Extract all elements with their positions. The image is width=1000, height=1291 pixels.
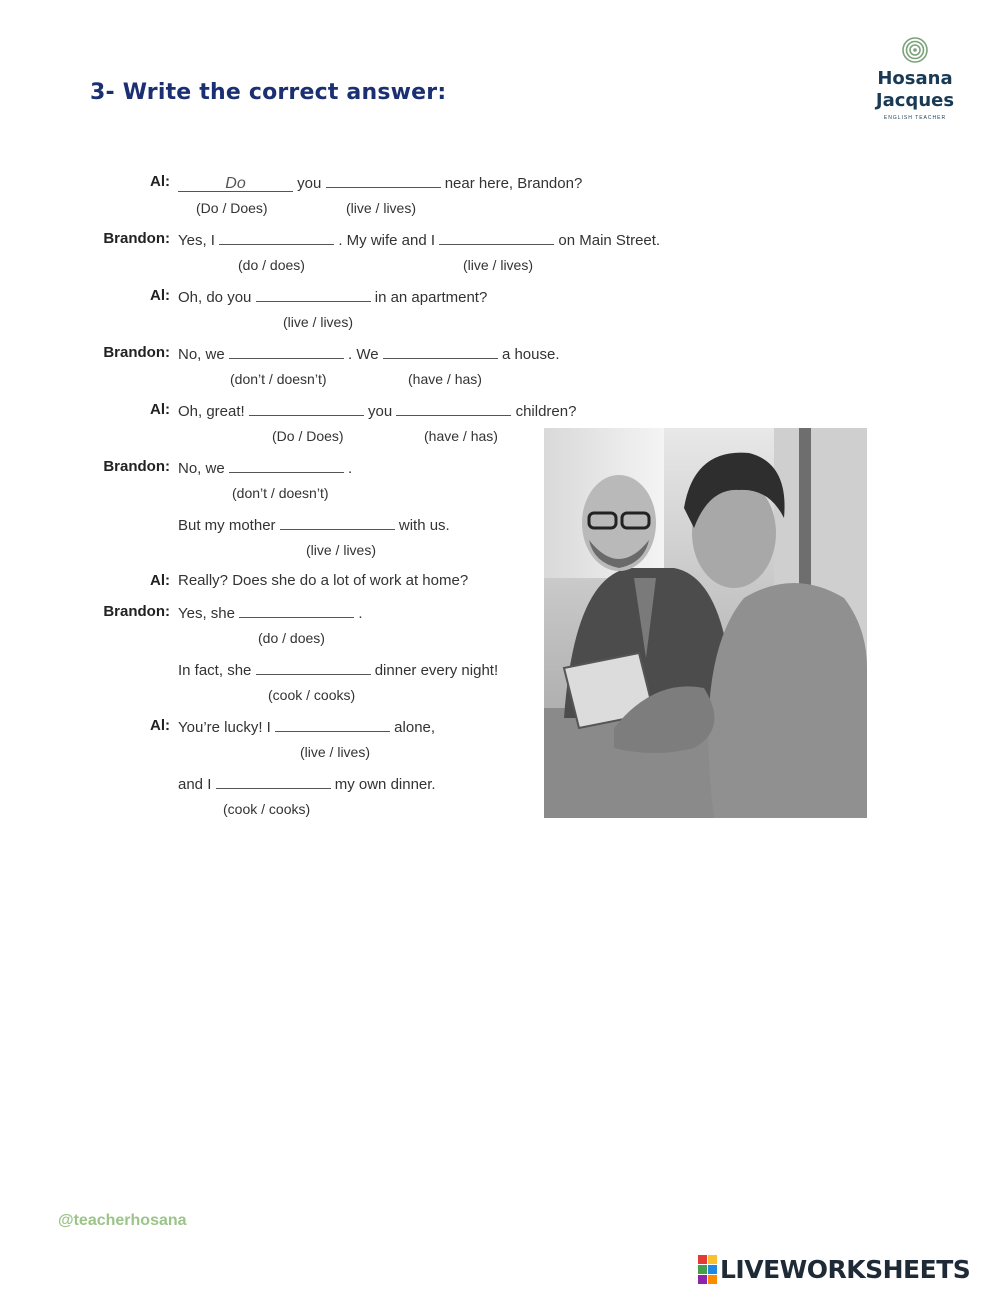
exercise-heading: 3- Write the correct answer: xyxy=(90,80,447,105)
logo-name-line2: Jacques xyxy=(875,90,955,111)
speaker-label: Al: xyxy=(150,717,170,734)
hint-text: (live / lives) xyxy=(346,200,417,216)
answer-blank[interactable] xyxy=(256,660,371,675)
hint-text: (cook / cooks) xyxy=(268,687,356,703)
speaker-label: Brandon: xyxy=(103,230,170,247)
answer-blank[interactable] xyxy=(216,774,331,789)
answer-blank[interactable] xyxy=(326,173,441,188)
answer-blank[interactable] xyxy=(256,287,371,302)
dialogue-line-8: Really? Does she do a lot of work at home? xyxy=(178,572,469,589)
speaker-label: Al: xyxy=(150,173,170,190)
hint-text: (live / lives) xyxy=(300,744,371,760)
answer-blank[interactable] xyxy=(439,230,554,245)
hint-text: (live / lives) xyxy=(463,257,534,273)
answer-blank[interactable] xyxy=(239,603,354,618)
dialogue-line-9: Yes, she . xyxy=(178,605,363,622)
answer-blank[interactable] xyxy=(383,344,498,359)
dialogue-line-7: But my mother with us. xyxy=(178,517,450,534)
hint-text: (live / lives) xyxy=(306,542,377,558)
liveworksheets-logo-icon xyxy=(698,1255,717,1284)
answer-blank[interactable] xyxy=(249,401,364,416)
speaker-label: Brandon: xyxy=(103,603,170,620)
hint-text: (do / does) xyxy=(238,257,305,273)
speaker-label: Al: xyxy=(150,287,170,304)
hint-text: (Do / Does) xyxy=(196,200,268,216)
hint-text: (Do / Does) xyxy=(272,428,344,444)
answer-blank[interactable] xyxy=(219,230,334,245)
speaker-label: Al: xyxy=(150,401,170,418)
dialogue-line-12: and I my own dinner. xyxy=(178,776,436,793)
answer-blank[interactable] xyxy=(396,401,511,416)
liveworksheets-brand[interactable] xyxy=(698,1255,970,1284)
answer-blank[interactable] xyxy=(280,515,395,530)
speaker-label: Brandon: xyxy=(103,344,170,361)
hint-text: (don’t / doesn’t) xyxy=(230,371,327,387)
hint-text: (have / has) xyxy=(424,428,498,444)
logo-subtitle: ENGLISH TEACHER xyxy=(883,115,947,121)
hint-text: (don’t / doesn’t) xyxy=(232,485,329,501)
dialogue-line-4: No, we . We a house. xyxy=(178,346,560,363)
hint-text: (have / has) xyxy=(408,371,482,387)
speaker-label: Al: xyxy=(150,572,170,589)
hint-text: (do / does) xyxy=(258,630,325,646)
hint-text: (cook / cooks) xyxy=(223,801,311,817)
answer-blank[interactable]: Do xyxy=(178,177,293,192)
dialogue-line-6: No, we . xyxy=(178,460,353,477)
hint-text: (live / lives) xyxy=(283,314,354,330)
dialogue-line-10: In fact, she dinner every night! xyxy=(178,662,499,679)
spiral-logo-icon xyxy=(901,36,929,64)
speaker-label: Brandon: xyxy=(103,458,170,475)
dialogue-line-5: Oh, great! you children? xyxy=(178,403,577,420)
dialogue-line-2: Yes, I . My wife and I on Main Street. xyxy=(178,232,661,249)
teacher-logo xyxy=(860,36,970,121)
teacher-handle: @teacherhosana xyxy=(58,1212,187,1229)
answer-blank[interactable] xyxy=(229,344,344,359)
answer-blank[interactable] xyxy=(229,458,344,473)
answer-blank[interactable] xyxy=(275,717,390,732)
dialogue-line-1: Do you near here, Brandon? xyxy=(178,173,582,192)
photo-two-men-talking xyxy=(544,428,867,818)
dialogue-line-3: Oh, do you in an apartment? xyxy=(178,289,488,306)
logo-name-line1: Hosana xyxy=(877,68,953,89)
dialogue-line-11: You’re lucky! I alone, xyxy=(178,719,436,736)
liveworksheets-wordmark: LIVEWORKSHEETS xyxy=(720,1255,971,1284)
